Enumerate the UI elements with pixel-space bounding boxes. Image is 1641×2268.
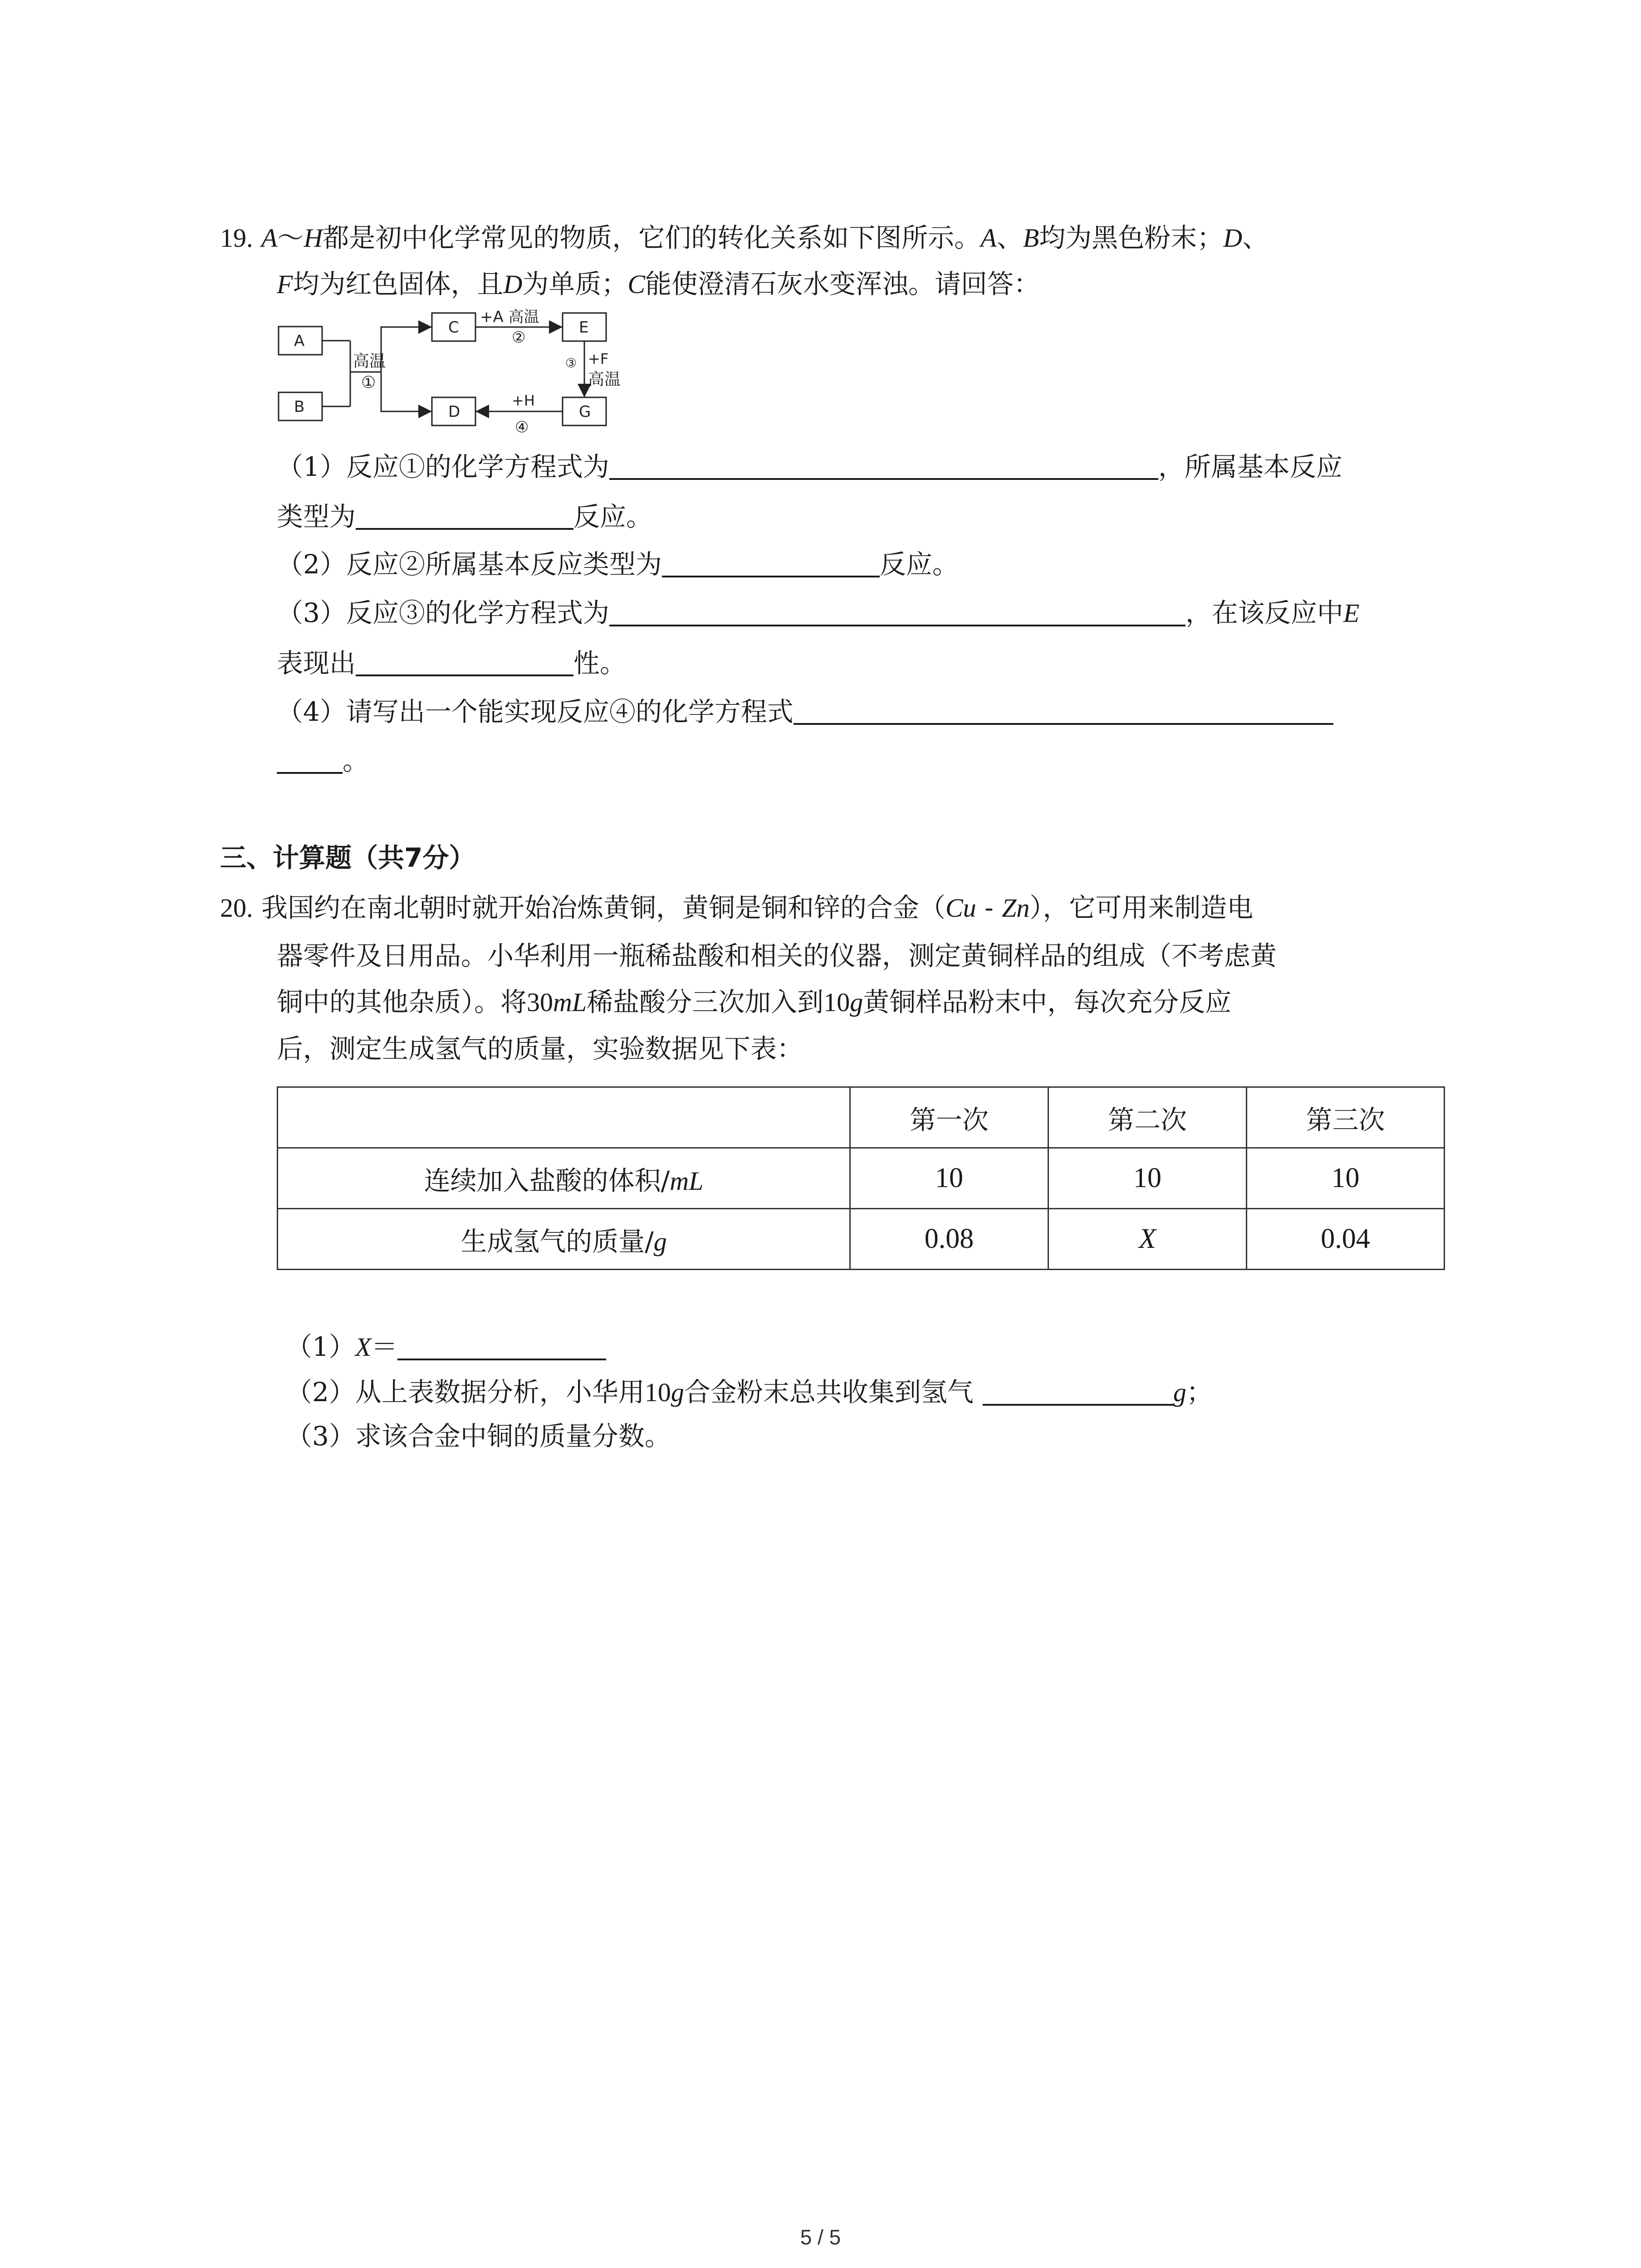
answer-blank-h2[interactable] [983, 1379, 1173, 1406]
num2-label: ② [512, 328, 526, 347]
var-d: D [503, 269, 523, 299]
part3-text-d: 表现出 [277, 648, 356, 679]
unit-g: g [671, 1378, 684, 1407]
part2-text: （2）反应②所属基本反应类型为 [277, 549, 662, 580]
data-table [277, 1086, 1445, 1270]
sub1-label: （1） [286, 1331, 355, 1362]
row-label [278, 1209, 850, 1270]
reaction-diagram [272, 308, 635, 440]
equals: ＝ [371, 1331, 398, 1362]
row-label-text: 连续加入盐酸的体积/ [424, 1165, 670, 1196]
comma: 、 [1242, 222, 1269, 253]
part1-text: （1）反应①的化学方程式为 [277, 451, 609, 482]
table-header-cell [278, 1087, 850, 1148]
page-number: 5 / 5 [800, 2225, 841, 2249]
answer-blank-3b[interactable] [356, 650, 573, 676]
q20-number: 20. [220, 893, 253, 923]
part2-text-b: 反应。 [879, 549, 959, 580]
q19-part1-line1 [277, 451, 1342, 482]
q19-part2 [277, 549, 959, 580]
cond3a-label: +F [588, 350, 609, 367]
var-d: D [1223, 223, 1243, 253]
part3-text-e: 性。 [573, 648, 627, 679]
table-header-cell: 第一次 [850, 1087, 1048, 1148]
stem-text: 都是初中化学常见的物质，它们的转化关系如下图所示。 [323, 222, 981, 253]
row-label-unit: mL [670, 1166, 704, 1196]
q19-part3-line1 [277, 597, 1360, 628]
part1-text-d: 反应。 [573, 501, 653, 532]
box-b-label: B [294, 398, 305, 416]
var-f: F [277, 269, 293, 299]
q20-line1 [220, 894, 1253, 921]
q19-part4-line2 [277, 745, 369, 776]
q19-part3-line2 [277, 648, 627, 679]
dash: - [976, 892, 1002, 923]
tilde: ～ [277, 222, 304, 253]
q19-number: 19. [220, 223, 253, 253]
table-cell: 10 [850, 1148, 1048, 1209]
var-c: C [627, 269, 646, 299]
box-g-label: G [579, 403, 591, 421]
row-label-text: 生成氢气的质量/ [460, 1226, 654, 1257]
var-e: E [1343, 598, 1360, 628]
sub2-text-b: 合金粉末总共收集到氢气 [684, 1377, 974, 1408]
section-heading: 三、计算题（共7分） [220, 842, 475, 873]
sub2-text: （2）从上表数据分析，小华用 [286, 1377, 645, 1408]
stem-text: 均为红色固体，且 [293, 269, 504, 299]
q20-sub2 [286, 1379, 1213, 1406]
answer-blank-4b[interactable] [277, 748, 343, 774]
unit-g: g [1173, 1378, 1186, 1407]
table-cell: X [1048, 1209, 1247, 1270]
var-a: A [980, 223, 997, 253]
cond3b-label: 高温 [588, 370, 621, 389]
q20-sub1 [286, 1331, 606, 1362]
q19-part1-line2 [277, 503, 652, 530]
box-a-label: A [294, 332, 305, 350]
q20-line3 [277, 989, 1231, 1016]
row-label [278, 1148, 850, 1209]
mass-value: 10 [823, 987, 850, 1017]
part4-text-b: 。 [343, 745, 369, 776]
part4-text: （4）请写出一个能实现反应④的化学方程式 [277, 696, 794, 727]
table-cell: 10 [1048, 1148, 1247, 1209]
table-header-cell: 第三次 [1247, 1087, 1445, 1148]
mass-value: 10 [644, 1378, 671, 1407]
row-label-unit: g [653, 1227, 667, 1256]
q19-stem-line2 [277, 271, 1040, 298]
box-d-label: D [448, 403, 460, 421]
formula-cu: Cu [945, 893, 976, 923]
num4-label: ④ [515, 418, 529, 436]
answer-blank-4a[interactable] [794, 699, 1333, 725]
part3-text-b: ，在该反应中 [1185, 597, 1343, 628]
unit-ml: mL [553, 987, 587, 1017]
table-row [278, 1148, 1445, 1209]
q20-text: 稀盐酸分三次加入到 [587, 987, 824, 1017]
semicolon: ； [1186, 1377, 1213, 1408]
q20-line2: 器零件及日用品。小华利用一瓶稀盐酸和相关的仪器，测定黄铜样品的组成（不考虑黄 [277, 940, 1277, 971]
box-c-label: C [448, 318, 459, 337]
q20-text: 铜中的其他杂质）。将 [277, 987, 527, 1017]
answer-blank-2[interactable] [662, 551, 880, 577]
table-row [278, 1209, 1445, 1270]
answer-blank-x[interactable] [397, 1334, 606, 1360]
formula-zn: Zn [1002, 893, 1030, 923]
stem-text: 为单质； [522, 269, 628, 299]
table-cell: 10 [1247, 1148, 1445, 1209]
part3-text: （3）反应③的化学方程式为 [277, 597, 609, 628]
q19-part4-line1 [277, 696, 1333, 727]
table-header-row [278, 1087, 1445, 1148]
table-header-cell: 第二次 [1048, 1087, 1247, 1148]
q20-text: 我国约在南北朝时就开始冶炼黄铜，黄铜是铜和锌的合金（ [261, 892, 945, 923]
q20-line4: 后，测定生成氢气的质量，实验数据见下表： [277, 1033, 803, 1064]
answer-blank-3a[interactable] [609, 600, 1185, 626]
num1-label: ① [361, 373, 376, 392]
num3-label: ③ [565, 356, 577, 371]
var-a: A [261, 223, 278, 253]
table-cell: 0.08 [850, 1209, 1048, 1270]
table-cell: 0.04 [1247, 1209, 1445, 1270]
stem-text: 均为黑色粉末； [1039, 222, 1224, 253]
answer-blank-1a[interactable] [609, 454, 1158, 480]
var-x: X [355, 1332, 372, 1362]
unit-g: g [850, 987, 863, 1017]
box-e-label: E [579, 318, 589, 337]
q20-text-b: ），它可用来制造电 [1029, 892, 1254, 923]
var-b: B [1023, 223, 1039, 253]
volume-value: 30 [527, 987, 554, 1017]
answer-blank-1b[interactable] [356, 503, 573, 530]
part1-text-c: 类型为 [277, 501, 356, 532]
cond2-label: +A 高温 [480, 308, 539, 326]
q19-stem-line1 [220, 222, 1269, 253]
cond4-label: +H [512, 392, 535, 409]
stem-text: 能使澄清石灰水变浑浊。请回答： [645, 269, 1040, 299]
q20-sub3: （3）求该合金中铜的质量分数。 [286, 1421, 671, 1452]
comma: 、 [996, 222, 1023, 253]
var-h: H [304, 223, 323, 253]
part1-text-b: ，所属基本反应 [1158, 451, 1342, 482]
cond1-label: 高温 [353, 352, 386, 371]
q20-text: 黄铜样品粉末中，每次充分反应 [863, 987, 1232, 1017]
